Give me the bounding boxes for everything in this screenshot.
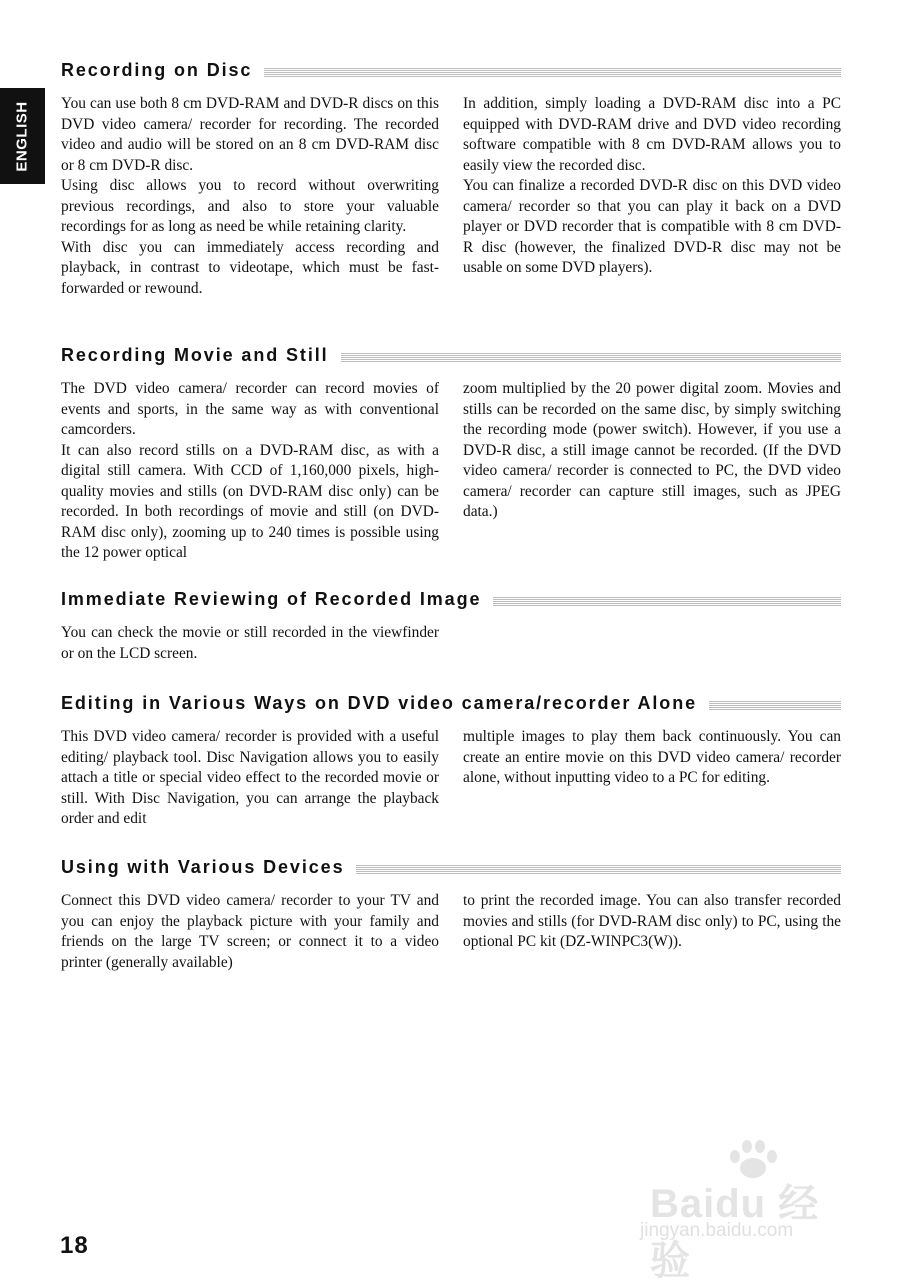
paragraph: You can use both 8 cm DVD-RAM and DVD-R discs on this DVD video camera/ recorder for recording. The recorded video and audio will be stored on an 8 cm DVD-RAM disc or 8 cm DVD-R disc. (61, 95, 439, 174)
paragraph: In addition, simply loading a DVD-RAM disc into a PC equipped with DVD-RAM drive and DVD video recording software compatible with 8 cm DVD-RAM allows you to easily view the recorded disc. (463, 95, 841, 174)
section-title: Immediate Reviewing of Recorded Image (61, 588, 482, 609)
section-heading-recording-on-disc (61, 57, 841, 83)
paragraph: It can also record stills on a DVD-RAM disc, as with a digital still camera. With CCD of 1,160,000 pixels, high-quality movies and stills (on DVD-RAM disc only) can be recorded. In both recordings of movie and still (on DVD-RAM disc only), zooming up to 240 times is possible using the 12 power optical (61, 441, 439, 561)
section-title: Editing in Various Ways on DVD video camera/recorder Alone (61, 692, 698, 713)
column-right (463, 379, 841, 523)
heading-rule (709, 701, 841, 710)
heading-rule (493, 597, 841, 606)
heading-rule (341, 353, 841, 362)
watermark-logo: Baidu 经验 (650, 1182, 820, 1283)
heading-rule (264, 68, 841, 77)
section-heading-recording-movie-and-still (61, 342, 841, 368)
baidu-watermark (640, 1140, 860, 1283)
paragraph: This DVD video camera/ recorder is provided with a useful editing/ playback tool. Disc Navigation allows you to easily attach a title or special video effect to the recorded movie or still. With Disc Navigation, you can arrange the playback order and edit (61, 728, 439, 827)
section-heading-using-with-various-devices (61, 854, 841, 880)
paragraph: Using disc allows you to record without overwriting previous recordings, and also to store your valuable recordings for as long as need be while retaining clarity. (61, 177, 439, 235)
paragraph: The DVD video camera/ recorder can record movies of events and sports, in the same way as with conventional camcorders. (61, 380, 439, 438)
paragraph: Connect this DVD video camera/ recorder to your TV and you can enjoy the playback picture with your family and friends on the large TV screen; or connect it to a video printer (generally available) (61, 892, 439, 971)
column-left (61, 379, 439, 564)
section-title: Recording Movie and Still (61, 344, 329, 365)
column-right (463, 94, 841, 279)
paragraph: You can finalize a recorded DVD-R disc on this DVD video camera/ recorder so that you can play it back on a DVD player or DVD recorder that is compatible with 8 cm DVD-R disc (however, the finalized DVD-R disc may not be usable on some DVD players). (463, 177, 841, 276)
column-left (61, 623, 439, 664)
paragraph: to print the recorded image. You can also transfer recorded movies and stills (for DVD-RAM disc only) to PC, using the optional PC kit (DZ-WINPC3(W)). (463, 892, 841, 950)
language-tab (0, 88, 45, 184)
paragraph: zoom multiplied by the 20 power digital zoom. Movies and stills can be recorded on the same disc, by simply switching the recording mode (power switch). However, if you use a DVD-R disc, a still image cannot be recorded. (If the DVD video camera/ recorder is connected to PC, the DVD video camera/ recorder can capture still images, such as JPEG data.) (463, 380, 841, 520)
section-heading-editing (61, 690, 841, 716)
column-right (463, 727, 841, 789)
paragraph: multiple images to play them back continuously. You can create an entire movie on this DVD video camera/ recorder alone, without inputting video to a PC for editing. (463, 728, 841, 786)
column-left (61, 891, 439, 973)
paragraph: With disc you can immediately access recording and playback, in contrast to videotape, which must be fast-forwarded or rewound. (61, 238, 439, 297)
paragraph: You can check the movie or still recorded in the viewfinder or on the LCD screen. (61, 624, 439, 662)
section-heading-immediate-reviewing (61, 586, 841, 612)
watermark-url: jingyan.baidu.com (640, 1220, 794, 1241)
column-left (61, 94, 439, 299)
section-title: Using with Various Devices (61, 856, 345, 877)
column-right (463, 891, 841, 953)
column-left (61, 727, 439, 830)
heading-rule (356, 865, 841, 874)
language-tab-label: ENGLISH (14, 100, 31, 172)
page-number: 18 (60, 1232, 89, 1259)
section-title: Recording on Disc (61, 59, 253, 80)
